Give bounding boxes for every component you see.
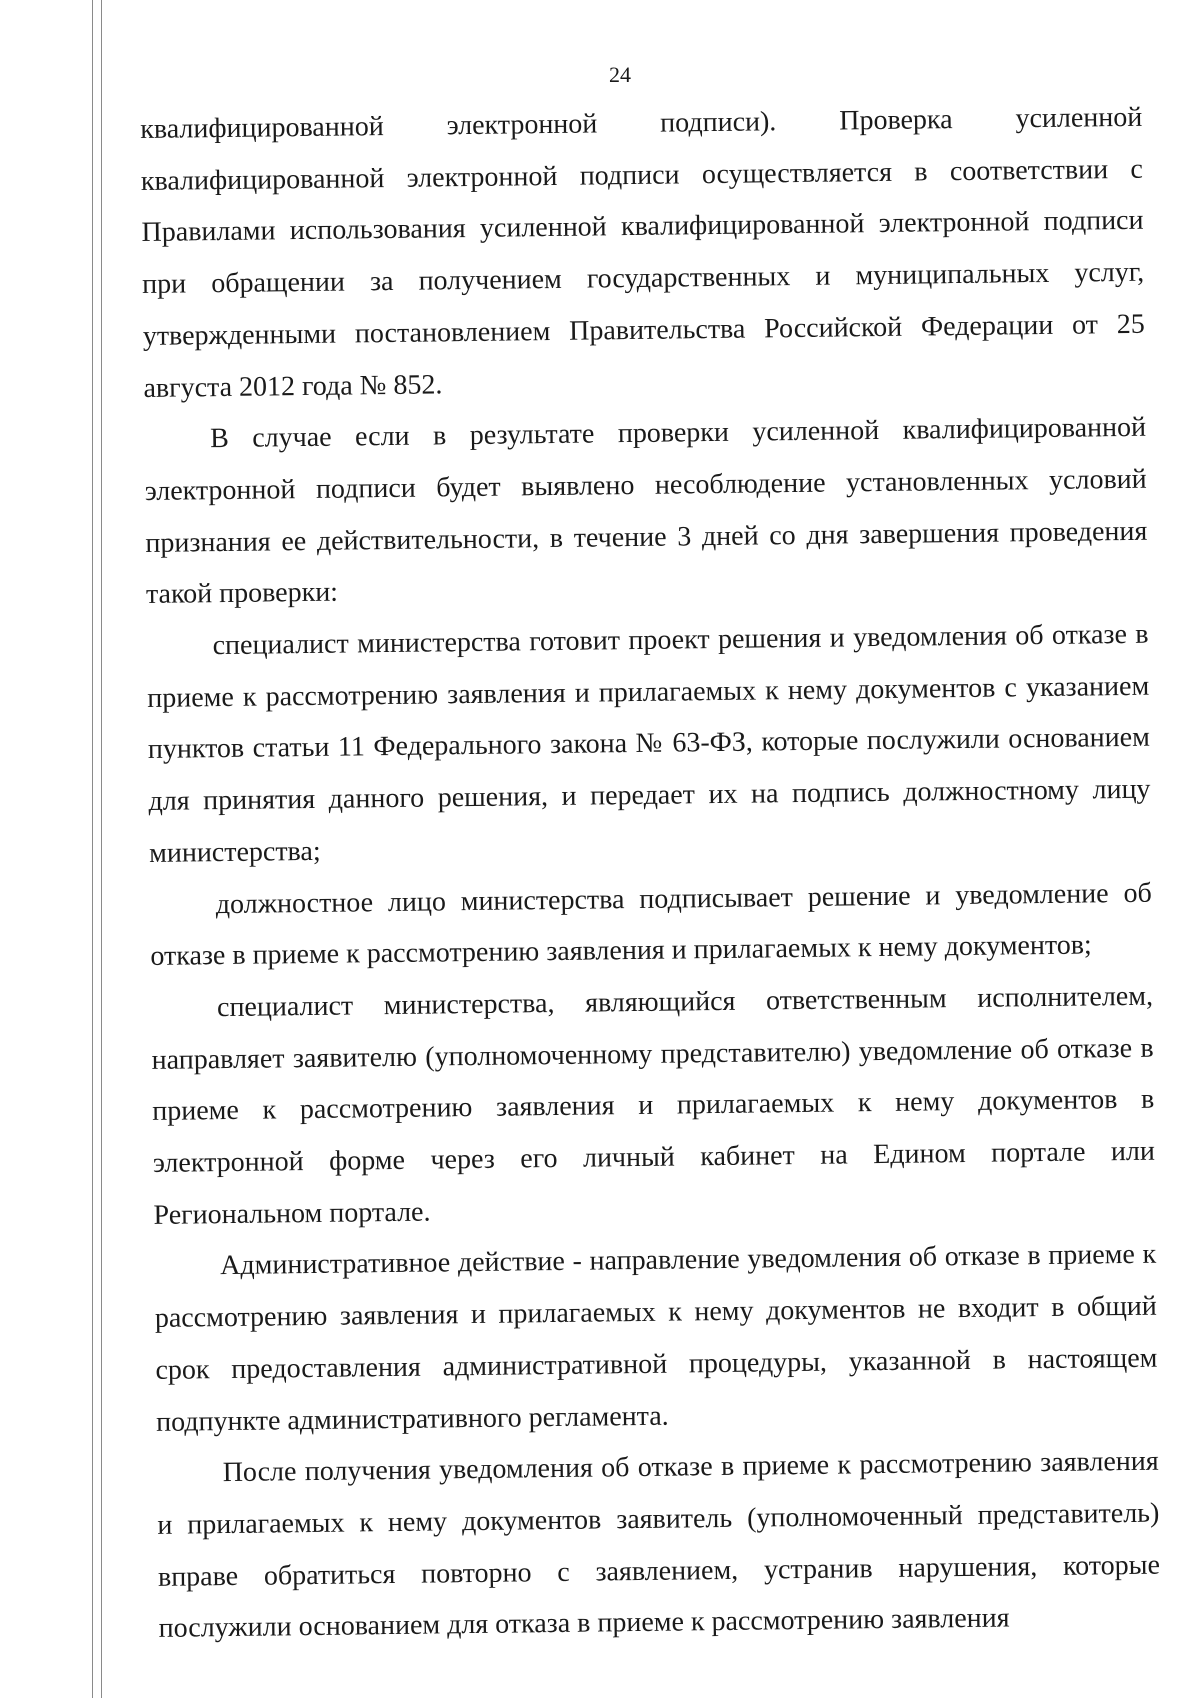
binding-line-right xyxy=(101,0,102,1698)
paragraph-specialist-prepares: специалист министерства готовит проект решения и уведомления об отказе в приеме к рассмотрению заявления и прилагаемых к нему документов с указанием пунктов статьи 11 Федерального закона № 63-ФЗ, которые послужили основанием для принятия данного решения, и передает их на подпись должностному лицу министерства; xyxy=(147,618,1151,869)
page-number: 24 xyxy=(609,62,631,87)
paragraph-continuation: квалифицированной электронной подписи). Проверка усиленной квалифицированной электронной подписи осуществляется в соответствии с Правилами использования усиленной квалифицированной электронной подписи при обращении за получением государственных и муниципальных услуг, утвержденными постановлением Правительства Российской Федерации от 25 августа 2012 года № 852. xyxy=(140,101,1145,404)
paragraph-administrative-action: Административное действие - направление уведомления об отказе в приеме к рассмотрению заявления и прилагаемых к нему документов не входит в общий срок предоставления административной процедуры, указанной в настоящем подпункте административного регламента. xyxy=(154,1239,1158,1438)
binding-line-left xyxy=(92,0,93,1698)
paragraph-verification-failure: В случае если в результате проверки усиленной квалифицированной электронной подписи будет выявлено несоблюдение установленных условий признания ее действительности, в течение 3 дней со дня завершения проведения такой проверки: xyxy=(144,411,1148,611)
paragraph-specialist-sends: специалист министерства, являющийся ответственным исполнителем, направляет заявителю (уполномоченному представителю) уведомление об отказе в приеме к рассмотрению заявления и прилагаемых к нему документов в электронной форме через его личный кабинет на Едином портале или Региональном портале. xyxy=(151,980,1156,1231)
paragraph-reapplication: После получения уведомления об отказе в приеме к рассмотрению заявления и прилагаемых к нему документов заявитель (уполномоченный представитель) вправе обратиться повторно с заявлением, устранив нарушения, которые послужили основанием для отказа в приеме к рассмотрению заявления xyxy=(157,1445,1161,1645)
document-body xyxy=(140,92,1161,1655)
paragraph-official-signs: должностное лицо министерства подписывает решение и уведомление об отказе в приеме к рассмотрению заявления и прилагаемых к нему документов; xyxy=(150,877,1152,973)
